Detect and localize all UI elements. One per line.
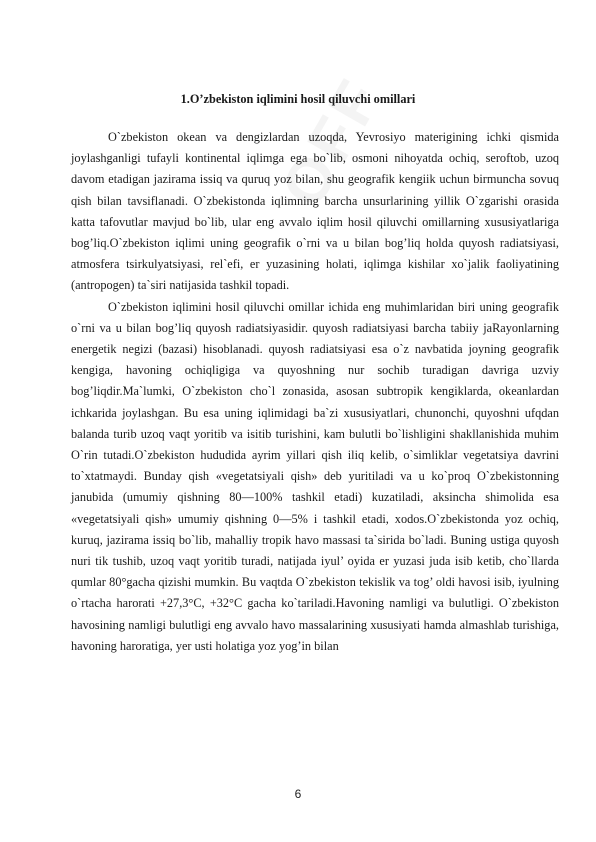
document-body bbox=[71, 127, 559, 657]
page-number: 6 bbox=[294, 787, 302, 801]
document-title: 1.O’zbekiston iqlimini hosil qiluvchi omillari bbox=[180, 92, 416, 106]
paragraph-1: O`zbekiston okean va dengizlardan uzoqda, Yevrosiyo materigining ichki qismida joylashganligi tufayli kontinental iqlimga ega bo`lib, osmoni nihoyatda ochiq, seroftob, uzoq davom etadigan jazirama issiq va quruq yoz bilan, shu geografik kengiik uchun birmuncha sovuq qish bilan tavsiflanadi. O`zbekistonda iqlimning barcha unsurlarining yillik O`zgarishi orasida katta tafovutlar mavjud bo`lib, ular eng avvalo iqlim hosil qiluvchi omillarning xususiyatlariga bog’liq.O`zbekiston iqlimi uning geografik o`rni va u bilan bog’liq holda quyosh radiatsiyasi, atmosfera tsirkulyatsiyasi, rel`efi, er yuzasining holati, iqlimga kishilar xo`jalik faoliyatining (antropogen) ta`siri natijasida tashkil topadi. bbox=[71, 130, 559, 293]
paragraph-2: O`zbekiston iqlimini hosil qiluvchi omillar ichida eng muhimlaridan biri uning geografik o`rni va u bilan bog’liq quyosh radiatsiyasidir. quyosh radiatsiyasi barcha tabiiy jaRayonlarning energetik negizi (bazasi) hisoblanadi. quyosh radiatsiyasi esa o`z navbatida joyning geografik kengiga, havoning ochiqligiga va quyoshning nur sochib turadigan davriga uzviy bog’liqdir.Ma`lumki, O`zbekiston cho`l zonasida, asosan subtropik kengiklarda, okeanlardan ichkarida joylashgan. Bu esa uning iqlimidagi ba`zi xususiyatlari, chunonchi, quyoshni ufqdan balanda turib uzoq vaqt yoritib va isitib turishini, kam bulutli bo`lishligini shakllanishida muhim O`rin tutadi.O`zbekiston hududida ayrim yillari qish iliq kelib, o`simliklar vegetatsiya davrini to`xtatmaydi. Bunday qish «vegetatsiyali qish» deb yuritiladi va u ko`proq O`zbekistonning janubida (umumiy qishning 80—100% tashkil etadi) kuzatiladi, aksincha shimolida esa «vegetatsiyali qish» umumiy qishning 0—5% i tashkil etadi, xodos.O`zbekistonda yoz ochiq, kuruq, jazirama issiq bo`lib, mahalliy tropik havo massasi ta`sirida bo`ladi. Buning ustiga quyosh nuri tik tushib, uzoq vaqt yoritib turadi, natijada iyul’ oyida er yuzasi juda isib ketib, cho`llarda qumlar 80°gacha qizishi mumkin. Bu vaqtda O`zbekiston tekislik va tog’ oldi havosi isib, iyulning o`rtacha harorati +27,3°C, +32°C gacha ko`tariladi.Havoning namligi va bulutligi. O`zbekiston havosining namligi bulutligi eng avvalo havo massalarining xususiyati hamda almashlab turishiga, havoning haroratiga, yer usti holatiga yoz yog’in bilan bbox=[71, 299, 559, 653]
